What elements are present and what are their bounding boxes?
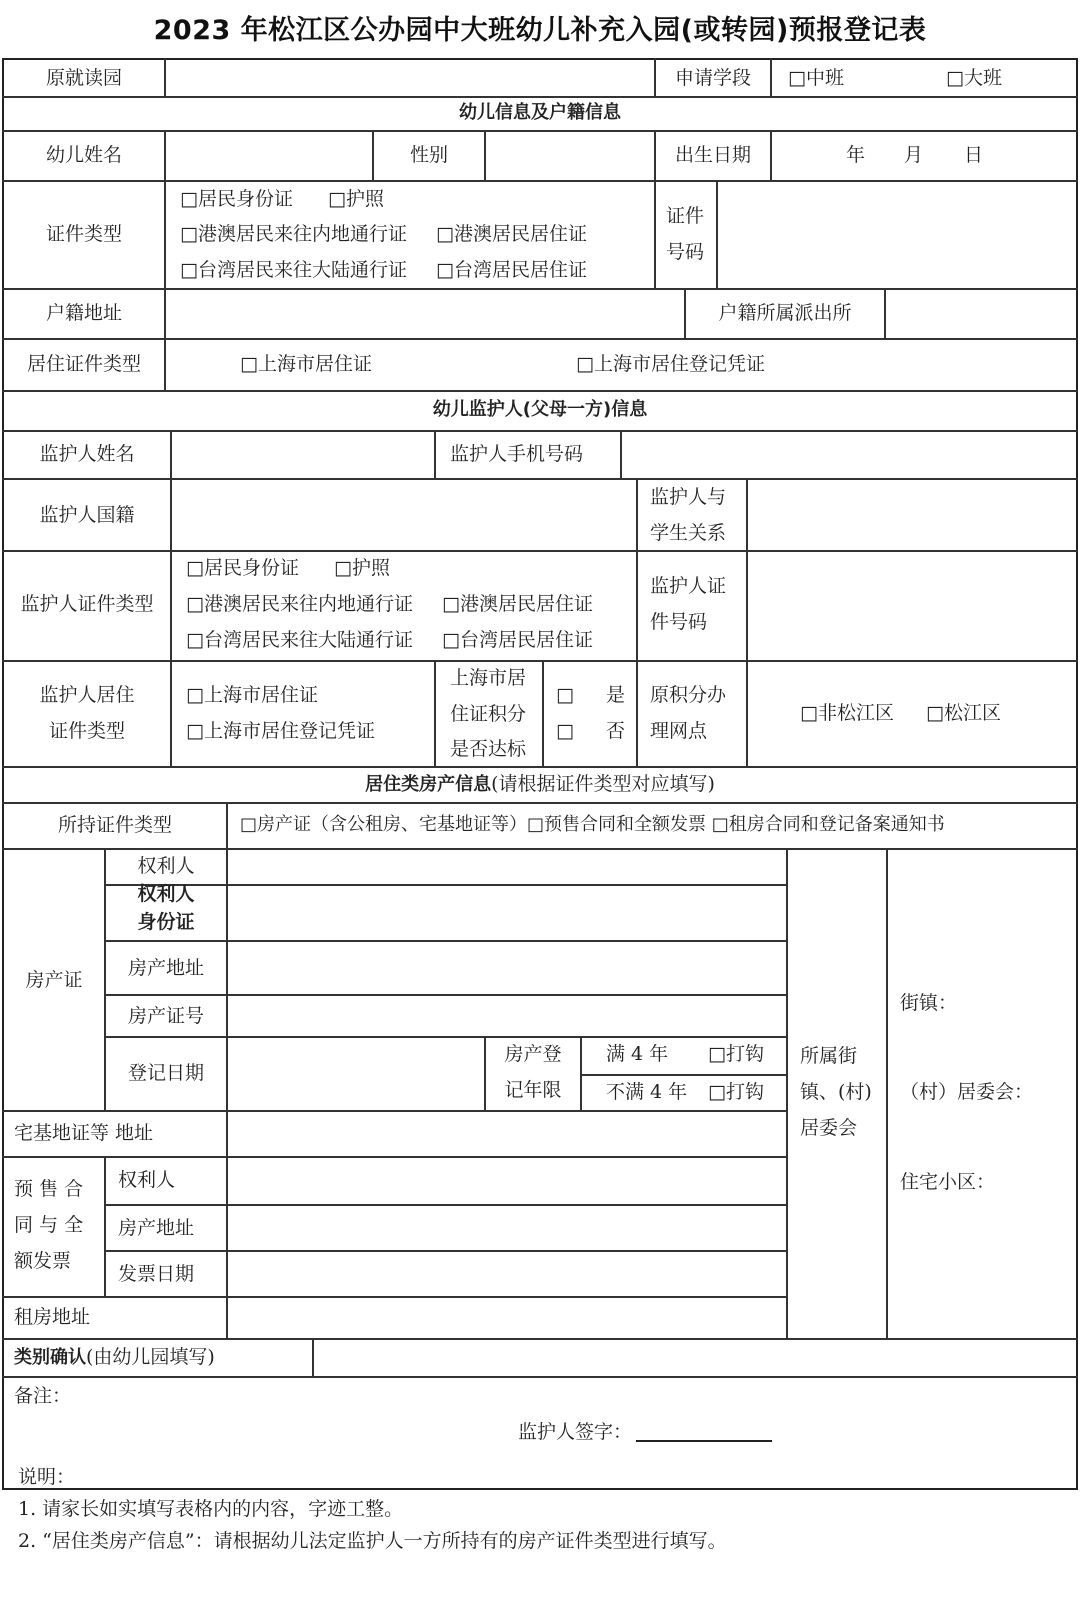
original-kindergarten-label: 原就读园 xyxy=(45,67,122,89)
id-type-label: 证件类型 xyxy=(45,223,122,245)
owner-label: 权利人 xyxy=(137,855,195,877)
birth-day: 日 xyxy=(964,144,984,166)
points-no-label: 否 xyxy=(606,720,626,742)
hukou-address-label: 户籍地址 xyxy=(45,302,122,324)
guardian-id-number-label: 件号码 xyxy=(650,611,708,633)
points-label: 是否达标 xyxy=(450,738,527,760)
street-committee-label: 居委会 xyxy=(800,1117,858,1139)
guardian-id-option[interactable]: □护照 xyxy=(334,557,390,579)
police-station-label: 户籍所属派出所 xyxy=(718,302,852,324)
tick-checkbox[interactable]: □打钩 xyxy=(708,1081,764,1103)
guardian-id-number-label: 监护人证 xyxy=(650,575,727,597)
tick-checkbox[interactable]: □打钩 xyxy=(708,1043,764,1065)
guardian-id-option[interactable]: □港澳居民居住证 xyxy=(442,593,593,615)
not-full-4-years: 不满 4 年 xyxy=(606,1081,688,1103)
homestead-address-label: 宅基地证等 地址 xyxy=(14,1122,154,1144)
guardian-id-option[interactable]: □居民身份证 xyxy=(186,557,299,579)
id-option[interactable]: □港澳居民居住证 xyxy=(436,223,587,245)
form-title: 2023 年松江区公办园中大班幼儿补充入园(或转园)预报登记表 xyxy=(153,15,927,46)
guardian-nationality-label: 监护人国籍 xyxy=(39,504,135,526)
points-yes-label: 是 xyxy=(606,684,626,706)
street-committee-label: 镇、(村) xyxy=(800,1081,872,1103)
section-property-title: 居住类房产信息 xyxy=(365,774,492,795)
apply-stage-label: 申请学段 xyxy=(674,67,751,89)
guardian-residence-label: 监护人居住 xyxy=(39,684,135,706)
register-years-label: 记年限 xyxy=(504,1079,562,1101)
site-option[interactable]: □非松江区 xyxy=(800,702,894,724)
notes-title: 说明： xyxy=(18,1466,76,1488)
middle-class-checkbox[interactable]: □中班 xyxy=(788,67,844,89)
relation-label: 监护人与 xyxy=(650,486,727,508)
note-item: 2. “居住类房产信息”：请根据幼儿法定监护人一方所持有的房产证件类型进行填写。 xyxy=(18,1530,727,1552)
category-confirm-label: 类别确认 xyxy=(14,1347,86,1368)
site-option[interactable]: □松江区 xyxy=(926,702,1001,724)
residence-cert-option[interactable]: □上海市居住证 xyxy=(240,353,372,375)
category-confirm-sub: (由幼儿园填写) xyxy=(86,1346,215,1368)
id-option[interactable]: □台湾居民居住证 xyxy=(436,259,587,281)
register-date-label: 登记日期 xyxy=(127,1062,204,1084)
signature-line[interactable] xyxy=(636,1440,772,1442)
guardian-id-option[interactable]: □台湾居民居住证 xyxy=(442,629,593,651)
section-child-info: 幼儿信息及户籍信息 xyxy=(459,102,621,123)
category-confirm xyxy=(14,1339,215,1376)
town-label: 街镇： xyxy=(900,992,958,1014)
guardian-id-option[interactable]: □台湾居民来往大陆通行证 xyxy=(186,629,413,651)
id-number-label: 号码 xyxy=(666,241,705,263)
residence-cert-option[interactable]: □上海市居住登记凭证 xyxy=(576,353,765,375)
invoice-date-label: 发票日期 xyxy=(118,1263,195,1285)
birth-date-label: 出生日期 xyxy=(674,144,751,166)
child-name-label: 幼儿姓名 xyxy=(45,144,122,166)
register-years-label: 房产登 xyxy=(504,1043,562,1065)
guardian-name-label: 监护人姓名 xyxy=(39,443,135,465)
presale-label: 同 与 全 xyxy=(14,1214,84,1236)
guardian-id-type-label: 监护人证件类型 xyxy=(20,593,154,615)
guardian-residence-label: 证件类型 xyxy=(48,720,125,742)
relation-label: 学生关系 xyxy=(650,522,727,544)
id-number-label: 证件 xyxy=(666,205,705,227)
residence-cert-label: 居住证件类型 xyxy=(26,353,141,375)
presale-address-label: 房产地址 xyxy=(118,1217,195,1239)
section-property-info xyxy=(4,766,1076,803)
points-no-checkbox[interactable]: □ xyxy=(556,720,574,742)
presale-label: 额发票 xyxy=(14,1250,72,1272)
points-label: 住证积分 xyxy=(450,703,527,725)
full-4-years: 满 4 年 xyxy=(606,1043,669,1065)
note-item: 1. 请家长如实填写表格内的内容，字迹工整。 xyxy=(18,1498,404,1520)
cert-type-label: 所持证件类型 xyxy=(57,814,172,836)
birth-month: 月 xyxy=(904,144,924,166)
owner-id-label: 权利人 xyxy=(137,883,195,905)
section-property-sub: (请根据证件类型对应填写) xyxy=(491,773,715,795)
presale-owner-label: 权利人 xyxy=(118,1169,176,1191)
section-guardian-info: 幼儿监护人(父母一方)信息 xyxy=(432,399,648,420)
cert-type-options[interactable]: □房产证（含公租房、宅基地证等）□预售合同和全额发票 □租房合同和登记备案通知书 xyxy=(240,814,945,835)
deed-label: 房产证 xyxy=(25,969,83,991)
village-committee-label: （村）居委会： xyxy=(900,1081,1034,1103)
points-label: 上海市居 xyxy=(450,667,527,689)
guardian-residence-option[interactable]: □上海市居住登记凭证 xyxy=(186,720,375,742)
gender-label: 性别 xyxy=(409,144,448,166)
id-option[interactable]: □台湾居民来往大陆通行证 xyxy=(180,259,407,281)
guardian-phone-label: 监护人手机号码 xyxy=(450,443,584,465)
property-address-label: 房产地址 xyxy=(127,957,204,979)
id-option[interactable]: □护照 xyxy=(328,188,384,210)
senior-class-checkbox[interactable]: □大班 xyxy=(946,67,1002,89)
owner-id-label: 身份证 xyxy=(137,911,195,933)
birth-year: 年 xyxy=(846,144,866,166)
community-label: 住宅小区： xyxy=(900,1171,996,1193)
id-option[interactable]: □港澳居民来往内地通行证 xyxy=(180,223,407,245)
points-site-label: 原积分办 xyxy=(650,684,727,706)
points-yes-checkbox[interactable]: □ xyxy=(556,684,574,706)
points-site-label: 理网点 xyxy=(650,720,708,742)
signature-label: 监护人签字： xyxy=(518,1421,633,1443)
remarks-label: 备注： xyxy=(14,1385,72,1407)
street-committee-label: 所属街 xyxy=(800,1045,858,1067)
presale-label: 预 售 合 xyxy=(14,1178,84,1200)
id-option[interactable]: □居民身份证 xyxy=(180,188,293,210)
guardian-id-option[interactable]: □港澳居民来往内地通行证 xyxy=(186,593,413,615)
rent-address-label: 租房地址 xyxy=(14,1306,91,1328)
guardian-residence-option[interactable]: □上海市居住证 xyxy=(186,684,318,706)
deed-number-label: 房产证号 xyxy=(127,1005,204,1027)
